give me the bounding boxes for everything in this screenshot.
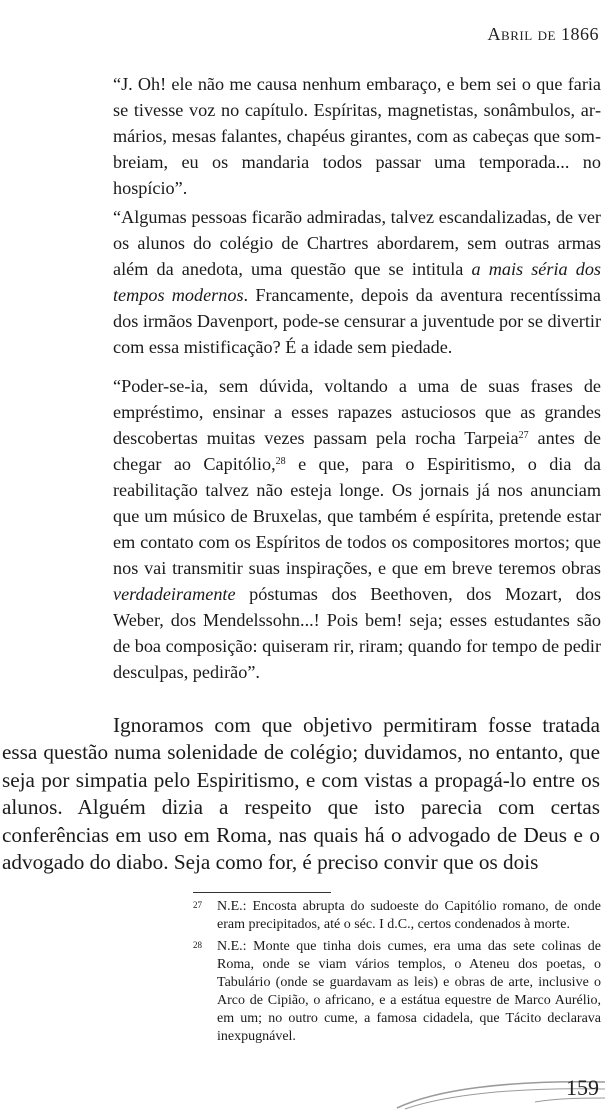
footnote-28 [193, 938, 601, 1046]
footnote-divider [193, 892, 331, 893]
body-paragraph [2, 712, 600, 876]
quote-emphasis: verdadeiramente [113, 584, 236, 604]
quote-text: “J. Oh! ele não me causa nenhum embaraço, e bem sei o que faria se tivesse voz no capítulo. Espíritas, magnetistas, sonâmbulos, armários, mesas falantes, chapéus girantes, com as cabeças que sombreiam, eu os mandaria todos passar uma temporada... no hospício”. [113, 74, 601, 198]
quote-emphasis: a mais séria dos tempos modernos [113, 259, 601, 305]
footnote-reference[interactable]: 27 [518, 430, 529, 441]
quote-text-part: “Poder-se-ia, sem dúvida, voltando a uma de suas frases de empréstimo, ensinar a esses rapazes astuciosos que as grandes descobertas muitas vezes passam pela rocha Tarpeia [113, 376, 601, 448]
page-number: 159 [566, 1075, 599, 1100]
quote-block-3 [113, 373, 601, 685]
footnote-text: N.E.: Encosta abrupta do sudoeste do Capitólio romano, de onde eram precipitados, até o séc. I d.C., certos condenados à morte. [217, 899, 601, 932]
quote-block-1 [113, 71, 601, 201]
quote-block-2 [113, 204, 601, 360]
quote-text-part: “Algumas pessoas ficarão admiradas, talvez escandalizadas, de ver os alunos do colégio de Chartres abordarem, sem outras armas além da anedota, uma questão que se intitula [113, 207, 601, 279]
quote-text-part: antes de chegar ao Capitólio, [113, 428, 601, 474]
quote-text-part: e que, para o Espiritismo, o dia da reabilitação talvez não esteja longe. Os jornais já nos anunciam que um músico de Bruxelas, que também é espírita, pretende estar em contato com os Espíritos de todos os compositores mortos; que nos vai transmitir suas inspirações, e que em breve teremos obras [113, 454, 601, 578]
footnotes [193, 898, 601, 1050]
footnote-number: 27 [193, 900, 202, 910]
footnote-number: 28 [193, 940, 202, 950]
quote-text-part: . Francamente, depois da aventura recentíssima dos irmãos Davenport, pode-se censurar a juventude por se divertir com essa mistificação? É a idade sem piedade. [113, 285, 601, 357]
footnote-text: N.E.: Monte que tinha dois cumes, era uma das sete colinas de Roma, onde se viam vários templos, o Ateneu dos poetas, o Tabulário (onde se guardavam as leis) e obras de arte, inclusive o Arco de Cipião, o africano, e a estátua equestre de Marco Aurélio, em um; no outro cume, a famosa cidadela, que Tácito declarava inexpugnável. [217, 939, 601, 1044]
quote-text-part: póstumas dos Beethoven, dos Mozart, dos Weber, dos Mendelssohn...! Pois bem! seja; esses estudantes são de boa composição: quiseram rir, riram; quando for tempo de pedir desculpas, pedirão”. [113, 584, 601, 682]
quote-text [113, 204, 601, 360]
footnote-reference[interactable]: 28 [275, 456, 286, 467]
running-title: Abril de 1866 [487, 24, 599, 44]
quote-text [113, 373, 601, 685]
footnote-27 [193, 898, 601, 934]
body-text: Ignoramos com que objetivo permitiram fosse tratada essa questão numa solenidade de colégio; duvidamos, no entanto, que seja por simpatia pelo Espiritismo, e com vistas a propagá-lo entre os alunos. Alguém dizia a respeito que isto parecia com certas conferências em uso em Roma, nas quais há o advogado de Deus e o advogado do diabo. Seja como for, é preciso convir que os dois [2, 713, 600, 875]
